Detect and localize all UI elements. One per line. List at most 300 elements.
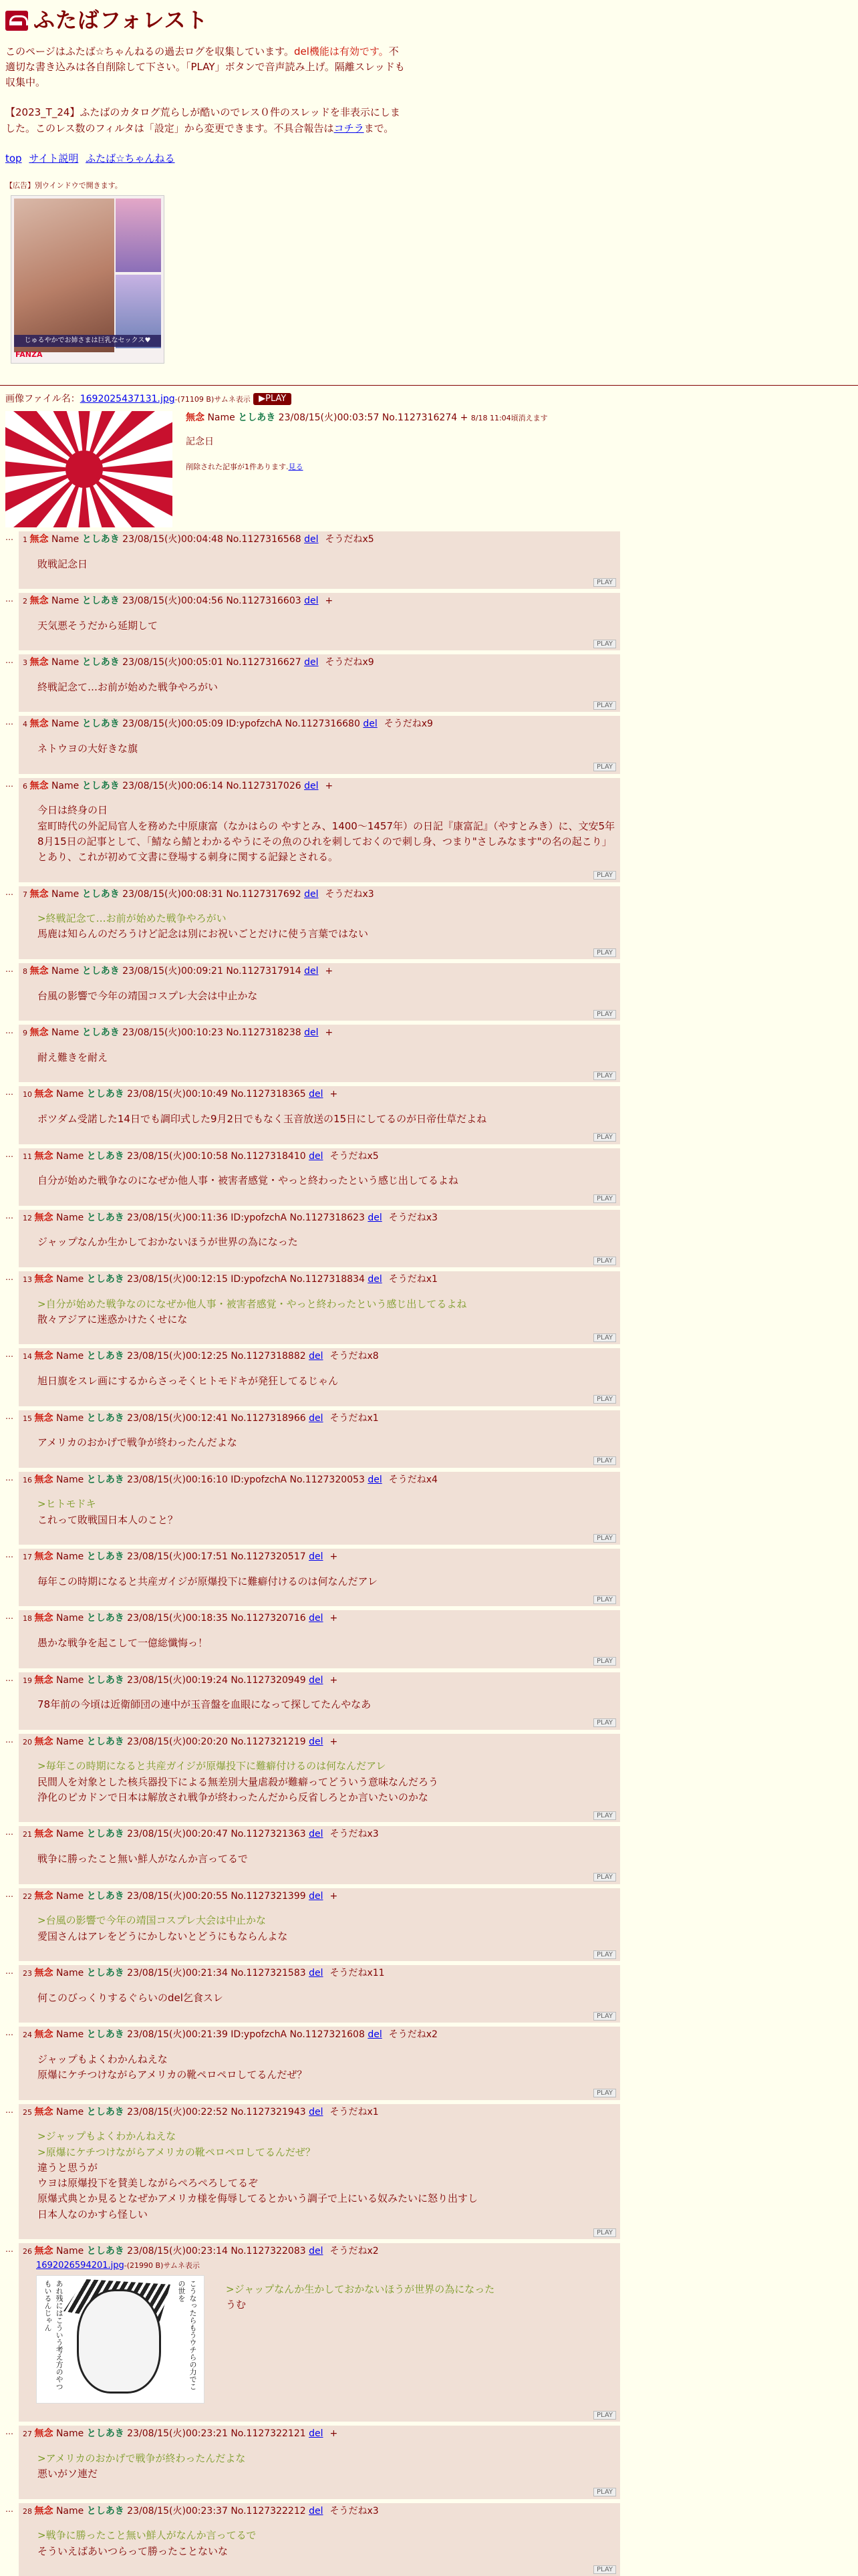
reply-name-label: Name <box>55 1829 84 1840</box>
reply-play-button[interactable]: PLAY <box>593 578 616 587</box>
reply-dots: … <box>5 656 13 666</box>
site-header <box>5 0 853 37</box>
reply-del-link[interactable]: del <box>304 780 319 791</box>
reply-dots: … <box>5 1210 13 1220</box>
thread-play-button[interactable]: ▶PLAY <box>253 393 291 405</box>
reply-text <box>37 803 616 865</box>
reply-sodane-button[interactable]: + <box>329 1674 338 1686</box>
reply-body-cell <box>19 1086 620 1144</box>
reply-del-link[interactable]: del <box>309 1351 323 1362</box>
reply-number[interactable]: No.1127318365 <box>231 1089 306 1100</box>
reply-del-link[interactable]: del <box>304 533 319 545</box>
reply-file-link[interactable]: 1692026594201.jpg <box>36 2260 124 2271</box>
reply-date: 23/08/15(火)00:17:51 <box>127 1551 228 1563</box>
reply-dots: … <box>5 1349 13 1360</box>
reply-play-button[interactable]: PLAY <box>593 2488 616 2496</box>
reply-body-cell <box>19 716 620 773</box>
reply-del-link[interactable]: del <box>309 1829 323 1840</box>
reply-sodane-button[interactable]: そうだねx4 <box>388 1474 438 1485</box>
reply-dots: … <box>5 2105 13 2115</box>
reply-number[interactable]: No.1127316627 <box>226 657 301 668</box>
reply-sodane-button[interactable]: + <box>329 1613 338 1624</box>
reply-line: 戦争に勝ったこと無い鮮人がなんか言ってるで <box>37 1853 248 1865</box>
op-body-text: 記念日 <box>186 436 214 447</box>
reply-text <box>37 2129 478 2222</box>
reply-number[interactable]: No.1127322083 <box>231 2246 306 2257</box>
reply-subject: 無念 <box>34 1351 53 1362</box>
reply-del-link[interactable]: del <box>304 965 319 977</box>
reply-del-link[interactable]: del <box>309 1551 323 1563</box>
thread <box>0 392 858 2576</box>
file-link[interactable]: 1692025437131.jpg <box>80 394 175 405</box>
reply-del-link[interactable]: del <box>309 2428 323 2440</box>
reply-number[interactable]: No.1127318623 <box>289 1212 365 1223</box>
reply-del-link[interactable]: del <box>309 1613 323 1624</box>
reply-number[interactable]: No.1127317914 <box>226 965 301 977</box>
reply-sodane-button[interactable]: そうだねx9 <box>325 657 374 668</box>
reply-del-link[interactable]: del <box>309 1089 323 1100</box>
reply-del-link[interactable]: del <box>309 2246 323 2257</box>
reply-content <box>23 902 616 944</box>
reply-line: 日本人なのかすら怪しい <box>37 2208 148 2220</box>
reply-name-label: Name <box>55 2106 84 2117</box>
reply-play-button[interactable]: PLAY <box>593 2089 616 2097</box>
reply-body-cell <box>19 1148 620 1206</box>
reply-name-label: Name <box>55 1613 84 1624</box>
reply-play-button[interactable]: PLAY <box>593 1811 616 1820</box>
reply-number[interactable]: No.1127316603 <box>226 596 301 607</box>
reply-play-row <box>23 1067 616 1082</box>
reply-sodane-button[interactable]: そうだねx1 <box>329 1412 379 1424</box>
reply-subject: 無念 <box>34 1674 53 1686</box>
reply-play-button[interactable]: PLAY <box>593 2228 616 2237</box>
op-sodane-button[interactable]: + <box>460 412 468 423</box>
reply-del-link[interactable]: del <box>368 1212 382 1223</box>
reply-number[interactable]: No.1127317692 <box>226 888 301 900</box>
reply-body-cell <box>19 1025 620 1082</box>
reply-post <box>5 1472 853 1545</box>
futaba-logo-icon <box>5 11 28 31</box>
reply-del-link[interactable]: del <box>309 2106 323 2117</box>
reply-text <box>226 2282 494 2313</box>
ad-banner[interactable] <box>11 195 164 364</box>
reply-content <box>23 1164 616 1190</box>
reply-post <box>5 1610 853 1668</box>
reply-name: としあき <box>86 1674 124 1686</box>
reply-name: としあき <box>82 965 120 977</box>
reply-name: としあき <box>86 1474 124 1485</box>
op-post <box>5 411 853 527</box>
reply-del-link[interactable]: del <box>309 1736 323 1747</box>
reply-name-label: Name <box>51 657 80 668</box>
reply-content <box>23 1487 616 1529</box>
reply-content <box>23 2043 616 2085</box>
reply-dots: … <box>5 2244 13 2255</box>
reply-post <box>5 1549 853 1606</box>
reply-line: 自分が始めた戦争なのになぜか他人事・被害者感覚・やっと終わったという感じ出してるよね <box>37 1174 458 1187</box>
reply-subject: 無念 <box>29 596 49 607</box>
reply-content <box>23 1904 616 1946</box>
reply-date: 23/08/15(火)00:18:35 <box>127 1613 228 1624</box>
reply-number[interactable]: No.1127318882 <box>231 1351 306 1362</box>
reply-name: としあき <box>86 1089 124 1100</box>
reply-name: としあき <box>86 1412 124 1424</box>
reply-play-row <box>23 944 616 959</box>
reply-play-row <box>23 1946 616 1961</box>
reply-index: 27 <box>23 2430 35 2439</box>
reply-name-label: Name <box>51 780 80 791</box>
reply-play-button[interactable]: PLAY <box>593 871 616 880</box>
reply-post <box>5 2426 853 2498</box>
reply-play-button[interactable]: PLAY <box>593 1657 616 1666</box>
reply-index: 18 <box>23 1614 35 1624</box>
reply-play-row <box>23 1868 616 1884</box>
reply-number[interactable]: No.1127316568 <box>226 533 301 545</box>
reply-del-link[interactable]: del <box>309 1674 323 1686</box>
reply-number[interactable]: No.1127317026 <box>226 780 301 791</box>
reply-header <box>23 1349 616 1364</box>
reply-play-row <box>23 866 616 882</box>
reply-line: 台風の影響で今年の靖国コスプレ大会は中止かな <box>37 989 258 1002</box>
reply-number[interactable]: No.1127321219 <box>231 1736 306 1747</box>
reply-name: としあき <box>86 1890 124 1902</box>
reply-date: 23/08/15(火)00:11:36 ID:ypofzchA <box>127 1212 287 1223</box>
reply-date: 23/08/15(火)00:04:56 <box>122 596 223 607</box>
reply-play-button[interactable]: PLAY <box>593 1718 616 1727</box>
reply-dots: … <box>5 887 13 897</box>
reply-body-cell <box>19 1271 620 1344</box>
reply-post <box>5 716 853 773</box>
reply-del-link[interactable]: del <box>309 2505 323 2517</box>
reply-body-cell <box>19 1888 620 1961</box>
reply-del-link[interactable]: del <box>309 1412 323 1424</box>
reply-play-button[interactable]: PLAY <box>593 1010 616 1019</box>
reply-post <box>5 778 853 882</box>
reply-del-link[interactable]: del <box>304 888 319 900</box>
reply-del-link[interactable]: del <box>363 719 378 730</box>
reply-subject: 無念 <box>29 533 49 545</box>
reply-line: 78年前の今頃は近衛師団の連中が玉音盤を血眼になって探してたんやなあ <box>37 1698 372 1711</box>
reply-subject: 無念 <box>34 1890 53 1902</box>
nav-about-link[interactable]: サイト説明 <box>29 152 79 164</box>
reply-date: 23/08/15(火)00:10:23 <box>122 1027 223 1039</box>
reply-play-button[interactable]: PLAY <box>593 1333 616 1342</box>
reply-sodane-button[interactable]: そうだねx2 <box>388 2029 438 2041</box>
intro-text-1a: このページはふたば☆ちゃんねるの過去ログを収集しています。 <box>5 45 294 57</box>
reply-name: としあき <box>86 1736 124 1747</box>
reply-content <box>23 1102 616 1128</box>
reply-subject: 無念 <box>34 1474 53 1485</box>
deleted-show-link[interactable]: 見る <box>288 463 303 472</box>
reply-play-button[interactable]: PLAY <box>593 1133 616 1142</box>
reply-index: 9 <box>23 1029 30 1038</box>
reply-number[interactable]: No.1127321363 <box>231 1829 306 1840</box>
reply-date: 23/08/15(火)00:12:41 <box>127 1412 228 1424</box>
reply-text <box>37 1759 438 1805</box>
reply-content <box>23 1225 616 1251</box>
thumb-face <box>77 2289 161 2394</box>
reply-file-info <box>36 2259 616 2273</box>
reply-sodane-button[interactable]: そうだねx9 <box>384 719 433 730</box>
reply-subject: 無念 <box>34 2246 53 2257</box>
reply-content <box>23 732 616 758</box>
reply-text <box>37 618 158 634</box>
reply-date: 23/08/15(火)00:19:24 <box>127 1674 228 1686</box>
reply-post <box>5 1025 853 1082</box>
reply-post <box>5 2243 853 2422</box>
reply-del-link[interactable]: del <box>309 1968 323 1979</box>
reply-content <box>23 1426 616 1452</box>
reply-name-label: Name <box>55 2029 84 2041</box>
reply-name-label: Name <box>51 533 80 545</box>
reply-text <box>37 557 88 572</box>
bug-report-link[interactable]: コチラ <box>333 122 364 134</box>
reply-number[interactable]: No.1127320053 <box>289 1474 365 1485</box>
reply-sodane-button[interactable]: + <box>325 596 333 607</box>
reply-post <box>5 1348 853 1406</box>
reply-dots: … <box>5 532 13 542</box>
reply-play-button[interactable]: PLAY <box>593 1395 616 1404</box>
reply-text <box>37 680 218 695</box>
reply-sodane-button[interactable]: + <box>325 1027 333 1039</box>
reply-play-button[interactable]: PLAY <box>593 2012 616 2021</box>
reply-sodane-button[interactable]: そうだねx11 <box>329 1968 385 1979</box>
reply-play-button[interactable]: PLAY <box>593 1873 616 1882</box>
reply-play-button[interactable]: PLAY <box>593 640 616 648</box>
reply-sodane-button[interactable]: そうだねx5 <box>325 533 374 545</box>
reply-number[interactable]: No.1127318834 <box>289 1273 365 1285</box>
reply-play-button[interactable]: PLAY <box>593 1257 616 1265</box>
reply-name: としあき <box>86 2106 124 2117</box>
reply-body-cell <box>19 1210 620 1267</box>
reply-play-row <box>23 1190 616 1205</box>
reply-subject: 無念 <box>34 1412 53 1424</box>
reply-date: 23/08/15(火)00:23:21 <box>127 2428 228 2440</box>
reply-sodane-button[interactable]: + <box>325 965 333 977</box>
reply-play-button[interactable]: PLAY <box>593 1456 616 1465</box>
reply-name-label: Name <box>55 2505 84 2517</box>
reply-body-cell <box>19 778 620 882</box>
reply-name: としあき <box>86 1829 124 1840</box>
reply-del-link[interactable]: del <box>368 1273 382 1285</box>
reply-thumbnail[interactable] <box>36 2275 204 2404</box>
reply-play-button[interactable]: PLAY <box>593 1194 616 1203</box>
reply-number[interactable]: No.1127321399 <box>231 1890 306 1902</box>
reply-header <box>23 1827 616 1842</box>
reply-play-button[interactable]: PLAY <box>593 1534 616 1543</box>
reply-post <box>5 1210 853 1267</box>
reply-subject: 無念 <box>34 2428 53 2440</box>
reply-sodane-button[interactable]: そうだねx3 <box>325 888 374 900</box>
reply-number[interactable]: No.1127322212 <box>231 2505 306 2517</box>
reply-body-cell <box>19 593 620 650</box>
reply-index: 24 <box>23 2031 35 2040</box>
reply-date: 23/08/15(火)00:21:39 ID:ypofzchA <box>127 2029 287 2041</box>
reply-play-row <box>23 1329 616 1344</box>
reply-sodane-button[interactable]: そうだねx3 <box>329 1829 379 1840</box>
op-expire: 8/18 11:04頃消えます <box>470 413 548 422</box>
reply-name: としあき <box>82 533 120 545</box>
reply-text <box>37 911 368 942</box>
reply-file-meta: -(21990 B)サムネ表示 <box>124 2261 200 2270</box>
reply-play-button[interactable]: PLAY <box>593 948 616 957</box>
rising-sun-flag-thumbnail[interactable] <box>5 411 172 527</box>
reply-sodane-button[interactable]: + <box>329 1089 338 1100</box>
reply-header <box>23 1890 616 1904</box>
reply-text <box>37 1297 466 1328</box>
ad-label: 【広告】別ウインドウで開きます。 <box>5 181 122 190</box>
reply-subject: 無念 <box>34 1212 53 1223</box>
op-header <box>186 411 548 426</box>
reply-play-button[interactable]: PLAY <box>593 1595 616 1604</box>
file-label: 画像ファイル名： <box>5 394 80 405</box>
reply-play-button[interactable]: PLAY <box>593 1950 616 1959</box>
reply-play-row <box>23 1714 616 1729</box>
reply-index: 26 <box>23 2247 35 2257</box>
reply-sodane-button[interactable]: + <box>329 1736 338 1747</box>
reply-play-row <box>23 635 616 650</box>
reply-line: 違うと思うが <box>37 2161 98 2174</box>
reply-header <box>23 1087 616 1102</box>
reply-play-row <box>23 1807 616 1822</box>
reply-index: 13 <box>23 1275 35 1284</box>
reply-number[interactable]: No.1127318238 <box>226 1027 301 1039</box>
reply-name: としあき <box>86 1273 124 1285</box>
reply-del-link[interactable]: del <box>368 2029 382 2041</box>
reply-line: 原爆式典とか見るとなぜかアメリカ様を侮辱してるとかいう調子で上にいる奴みたいに怒り出すし <box>37 2192 478 2205</box>
reply-sodane-button[interactable]: + <box>329 2428 338 2440</box>
reply-del-link[interactable]: del <box>304 596 319 607</box>
reply-post <box>5 1410 853 1468</box>
reply-post <box>5 654 853 712</box>
reply-del-link[interactable]: del <box>304 1027 319 1039</box>
intro-del-note: del機能は有効です。 <box>293 45 389 57</box>
nav-top-link[interactable]: top <box>5 152 22 164</box>
reply-play-button[interactable]: PLAY <box>593 2411 616 2420</box>
reply-name-label: Name <box>55 2246 84 2257</box>
reply-post <box>5 1826 853 1884</box>
reply-name-label: Name <box>55 1474 84 1485</box>
reply-line: 民間人を対象とした核兵器投下による無差別大量虐殺が難癖ってどういう意味なんだろう <box>37 1775 439 1788</box>
reply-sodane-button[interactable]: そうだねx5 <box>329 1150 379 1162</box>
reply-quote-line: >毎年この時期になると共産ガイジが原爆投下に難癖付けるのは何なんだアレ <box>37 1760 386 1773</box>
reply-body-cell <box>19 1965 620 2023</box>
reply-body-cell <box>19 1734 620 1823</box>
op-name: としあき <box>238 412 276 423</box>
reply-number[interactable]: No.1127320517 <box>231 1551 306 1563</box>
reply-quote-line: >アメリカのおかげで戦争が終わったんだよな <box>37 2452 246 2464</box>
reply-name-label: Name <box>55 1089 84 1100</box>
reply-del-link[interactable]: del <box>304 657 319 668</box>
reply-sodane-button[interactable]: そうだねx2 <box>329 2246 379 2257</box>
reply-content <box>23 1842 616 1868</box>
reply-number[interactable]: No.1127321943 <box>231 2106 306 2117</box>
reply-sodane-button[interactable]: そうだねx1 <box>329 2106 379 2117</box>
reply-number[interactable]: No.1127322121 <box>231 2428 306 2440</box>
reply-number[interactable]: No.1127316680 <box>285 719 360 730</box>
reply-number[interactable]: No.1127320716 <box>231 1613 306 1624</box>
thread-file-info <box>5 392 853 407</box>
reply-text <box>37 2451 245 2482</box>
reply-sodane-button[interactable]: そうだねx1 <box>388 1273 438 1285</box>
reply-line: 何このびっくりするぐらいのdel乞食スレ <box>37 1991 223 2004</box>
reply-number[interactable]: No.1127320949 <box>231 1674 306 1686</box>
reply-play-button[interactable]: PLAY <box>593 2565 616 2574</box>
reply-header <box>23 1150 616 1164</box>
reply-line: ウヨは原爆投下を賛美しながらぺろぺろしてるぞ <box>37 2177 259 2190</box>
reply-date: 23/08/15(火)00:21:34 <box>127 1968 228 1979</box>
reply-number[interactable]: No.1127321583 <box>231 1968 306 1979</box>
reply-sodane-button[interactable]: + <box>329 1551 338 1563</box>
reply-dots: … <box>5 2504 13 2514</box>
reply-post <box>5 886 853 959</box>
reply-content <box>23 1041 616 1067</box>
reply-line: 今日は終身の日 <box>37 804 108 817</box>
reply-line: ネトウヨの大好きな旗 <box>37 743 138 755</box>
reply-number[interactable]: No.1127318410 <box>231 1150 306 1162</box>
reply-content <box>23 1626 616 1652</box>
reply-body-cell <box>19 2104 620 2239</box>
ad-image-top <box>116 199 161 272</box>
reply-dots: … <box>5 779 13 789</box>
reply-index: 8 <box>23 967 30 976</box>
nav-futaba-link[interactable]: ふたば☆ちゃんねる <box>86 152 175 164</box>
reply-text <box>37 1112 486 1127</box>
reply-sodane-button[interactable]: そうだねx3 <box>388 1212 438 1223</box>
reply-sodane-button[interactable]: そうだねx8 <box>329 1351 379 1362</box>
reply-date: 23/08/15(火)00:12:25 <box>127 1351 228 1362</box>
reply-date: 23/08/15(火)00:16:10 ID:ypofzchA <box>127 1474 287 1485</box>
reply-del-link[interactable]: del <box>309 1150 323 1162</box>
site-title: ふたばフォレスト <box>33 7 208 33</box>
reply-body-cell <box>19 2243 620 2422</box>
reply-index: 25 <box>23 2107 35 2117</box>
reply-dots: … <box>5 1734 13 1745</box>
reply-sodane-button[interactable]: + <box>325 780 333 791</box>
reply-subject: 無念 <box>29 965 49 977</box>
reply-dots: … <box>5 1272 13 1282</box>
reply-del-link[interactable]: del <box>368 1474 382 1485</box>
reply-name: としあき <box>86 2246 124 2257</box>
op-number[interactable]: No.1127316274 <box>382 412 458 423</box>
reply-line: 旭日旗をスレ画にするからさっそくヒトモドキが発狂してるじゃん <box>37 1375 339 1388</box>
reply-index: 12 <box>23 1213 35 1222</box>
reply-subject: 無念 <box>29 780 49 791</box>
ad-brand: FANZA <box>15 350 43 360</box>
reply-sodane-button[interactable]: + <box>329 1890 338 1902</box>
reply-dots: … <box>5 1026 13 1036</box>
reply-name-label: Name <box>55 1351 84 1362</box>
reply-quote-line: >ヒトモドキ <box>37 1498 96 1511</box>
reply-quote-line: >原爆にケチつけながらアメリカの靴ペロペロしてるんだぜ？ <box>37 2146 315 2158</box>
reply-play-button[interactable]: PLAY <box>593 701 616 710</box>
reply-number[interactable]: No.1127318966 <box>231 1412 306 1424</box>
reply-dots: … <box>5 1411 13 1421</box>
reply-text <box>37 1050 108 1065</box>
reply-post <box>5 593 853 650</box>
reply-body-cell <box>19 1410 620 1468</box>
reply-play-row <box>23 2007 616 2023</box>
intro-text-1b: 不適切な書き込みは各自削除して下さい。「PLAY」ボタンで音声読み上げ。隔離スレッドも収集中。 <box>5 45 405 89</box>
reply-play-button[interactable]: PLAY <box>593 1071 616 1080</box>
reply-sodane-button[interactable]: そうだねx3 <box>329 2505 379 2517</box>
reply-line: そういえばあいつらって勝ったことないな <box>37 2545 229 2557</box>
reply-post <box>5 1086 853 1144</box>
reply-content <box>23 547 616 573</box>
reply-del-link[interactable]: del <box>309 1890 323 1902</box>
reply-play-button[interactable]: PLAY <box>593 763 616 771</box>
reply-number[interactable]: No.1127321608 <box>289 2029 365 2041</box>
